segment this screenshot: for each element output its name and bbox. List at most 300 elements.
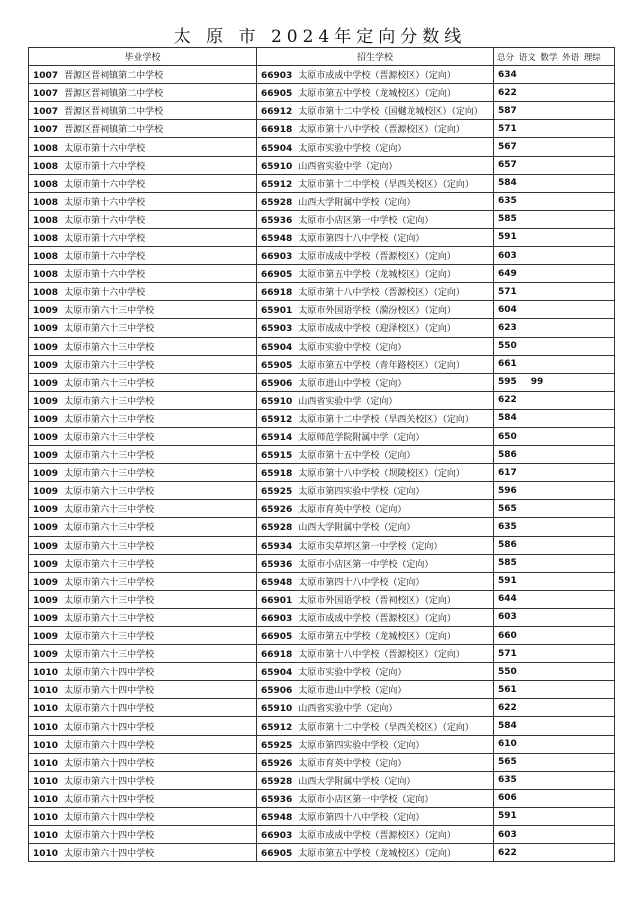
enroll-school-cell bbox=[257, 500, 494, 518]
enroll-school-code: 66918 bbox=[261, 125, 293, 136]
score-cell bbox=[494, 337, 615, 355]
header-score: 总分 语文 数学 外语 理综 bbox=[494, 48, 615, 66]
grad-school-code: 1009 bbox=[33, 505, 59, 516]
total-score: 584 bbox=[498, 178, 517, 189]
score-cell bbox=[494, 536, 615, 554]
enroll-school-cell bbox=[257, 446, 494, 464]
total-score: 634 bbox=[498, 69, 517, 80]
table-row bbox=[29, 156, 615, 174]
grad-school-code: 1007 bbox=[33, 89, 59, 100]
grad-school-name: 太原市第六十四中学校 bbox=[64, 849, 155, 860]
enroll-school-cell bbox=[257, 789, 494, 807]
enroll-school-name: 太原市实验中学校（定向） bbox=[298, 668, 407, 679]
enroll-school-code: 65904 bbox=[261, 668, 293, 679]
score-cell bbox=[494, 771, 615, 789]
table-row bbox=[29, 627, 615, 645]
enroll-school-code: 66903 bbox=[261, 613, 293, 624]
enroll-school-code: 65928 bbox=[261, 776, 293, 787]
total-score: 660 bbox=[498, 630, 517, 641]
table-row bbox=[29, 446, 615, 464]
grad-school-cell bbox=[29, 174, 257, 192]
enroll-school-code: 66905 bbox=[261, 632, 293, 643]
table-row bbox=[29, 102, 615, 120]
grad-school-name: 太原市第六十三中学校 bbox=[64, 650, 155, 661]
grad-school-name: 晋源区晋祠镇第二中学校 bbox=[64, 125, 164, 136]
grad-school-cell bbox=[29, 699, 257, 717]
table-row bbox=[29, 753, 615, 771]
score-cell bbox=[494, 283, 615, 301]
enroll-school-name: 太原市第四十八中学校（定向） bbox=[298, 577, 425, 588]
grad-school-name: 太原市第六十三中学校 bbox=[64, 451, 155, 462]
table-row bbox=[29, 663, 615, 681]
enroll-school-name: 太原市成成中学校（晋源校区）（定向） bbox=[298, 613, 456, 624]
header-enroll-school: 招生学校 bbox=[257, 48, 494, 66]
enroll-school-cell bbox=[257, 807, 494, 825]
score-cell bbox=[494, 518, 615, 536]
total-score: 587 bbox=[498, 105, 517, 116]
grad-school-cell bbox=[29, 210, 257, 228]
enroll-school-cell bbox=[257, 373, 494, 391]
enroll-school-cell bbox=[257, 554, 494, 572]
enroll-school-cell bbox=[257, 301, 494, 319]
grad-school-cell bbox=[29, 391, 257, 409]
table-row bbox=[29, 84, 615, 102]
grad-school-name: 太原市第六十三中学校 bbox=[64, 469, 155, 480]
grad-school-code: 1010 bbox=[33, 849, 59, 860]
total-score: 604 bbox=[498, 304, 517, 315]
enroll-school-code: 66903 bbox=[261, 71, 293, 82]
grad-school-code: 1008 bbox=[33, 143, 59, 154]
grad-school-name: 太原市第六十三中学校 bbox=[64, 595, 155, 606]
enroll-school-cell bbox=[257, 753, 494, 771]
grad-school-cell bbox=[29, 536, 257, 554]
grad-school-code: 1008 bbox=[33, 197, 59, 208]
table-row bbox=[29, 247, 615, 265]
enroll-school-code: 65925 bbox=[261, 487, 293, 498]
total-score: 550 bbox=[498, 341, 517, 352]
grad-school-code: 1009 bbox=[33, 378, 59, 389]
enroll-school-cell bbox=[257, 192, 494, 210]
enroll-school-cell bbox=[257, 84, 494, 102]
enroll-school-code: 66905 bbox=[261, 270, 293, 281]
total-score: 591 bbox=[498, 811, 517, 822]
enroll-school-cell bbox=[257, 572, 494, 590]
score-cell bbox=[494, 608, 615, 626]
grad-school-code: 1007 bbox=[33, 125, 59, 136]
enroll-school-name: 太原市实验中学校（定向） bbox=[298, 143, 407, 154]
enroll-school-name: 山西省实验中学（定向） bbox=[298, 396, 398, 407]
total-score: 661 bbox=[498, 359, 517, 370]
grad-school-name: 太原市第六十四中学校 bbox=[64, 794, 155, 805]
table-row bbox=[29, 427, 615, 445]
grad-school-name: 太原市第六十三中学校 bbox=[64, 378, 155, 389]
total-score: 617 bbox=[498, 467, 517, 478]
grad-school-code: 1009 bbox=[33, 650, 59, 661]
grad-school-name: 太原市第六十三中学校 bbox=[64, 613, 155, 624]
table-row bbox=[29, 482, 615, 500]
total-score: 603 bbox=[498, 829, 517, 840]
table-row bbox=[29, 283, 615, 301]
total-score: 596 bbox=[498, 485, 517, 496]
total-score: 585 bbox=[498, 558, 517, 569]
enroll-school-code: 65906 bbox=[261, 686, 293, 697]
table-row bbox=[29, 554, 615, 572]
grad-school-cell bbox=[29, 192, 257, 210]
grad-school-name: 太原市第六十四中学校 bbox=[64, 740, 155, 751]
total-score: 595 bbox=[498, 377, 517, 388]
enroll-school-code: 65925 bbox=[261, 740, 293, 751]
grad-school-cell bbox=[29, 156, 257, 174]
total-score: 591 bbox=[498, 576, 517, 587]
grad-school-cell bbox=[29, 554, 257, 572]
grad-school-cell bbox=[29, 590, 257, 608]
grad-school-cell bbox=[29, 84, 257, 102]
score-cell bbox=[494, 826, 615, 844]
grad-school-cell bbox=[29, 482, 257, 500]
enroll-school-code: 65904 bbox=[261, 143, 293, 154]
grad-school-code: 1010 bbox=[33, 794, 59, 805]
enroll-school-code: 65926 bbox=[261, 758, 293, 769]
grad-school-cell bbox=[29, 283, 257, 301]
enroll-school-cell bbox=[257, 337, 494, 355]
enroll-school-code: 66905 bbox=[261, 849, 293, 860]
enroll-school-code: 65910 bbox=[261, 161, 293, 172]
grad-school-cell bbox=[29, 247, 257, 265]
score-cell bbox=[494, 355, 615, 373]
grad-school-code: 1010 bbox=[33, 704, 59, 715]
score-cell bbox=[494, 174, 615, 192]
enroll-school-name: 山西省实验中学（定向） bbox=[298, 161, 398, 172]
enroll-school-name: 太原市进山中学校（定向） bbox=[298, 686, 407, 697]
total-score: 635 bbox=[498, 196, 517, 207]
enroll-school-code: 65948 bbox=[261, 233, 293, 244]
grad-school-name: 太原市第六十三中学校 bbox=[64, 324, 155, 335]
enroll-school-name: 太原市第四实验中学校（定向） bbox=[298, 487, 425, 498]
grad-school-cell bbox=[29, 301, 257, 319]
enroll-school-code: 65912 bbox=[261, 722, 293, 733]
total-score: 571 bbox=[498, 648, 517, 659]
grad-school-name: 太原市第六十三中学校 bbox=[64, 342, 155, 353]
grad-school-code: 1009 bbox=[33, 414, 59, 425]
total-score: 650 bbox=[498, 431, 517, 442]
grad-school-cell bbox=[29, 844, 257, 862]
enroll-school-cell bbox=[257, 844, 494, 862]
grad-school-name: 太原市第六十三中学校 bbox=[64, 559, 155, 570]
grad-school-name: 太原市第六十四中学校 bbox=[64, 668, 155, 679]
enroll-school-name: 太原市第十八中学校（晋源校区）（定向） bbox=[298, 125, 465, 136]
enroll-school-name: 太原市成成中学校（迎泽校区）（定向） bbox=[298, 324, 456, 335]
table-row bbox=[29, 319, 615, 337]
enroll-school-cell bbox=[257, 518, 494, 536]
enroll-school-name: 太原市成成中学校（晋源校区）（定向） bbox=[298, 252, 456, 263]
enroll-school-cell bbox=[257, 608, 494, 626]
grad-school-cell bbox=[29, 826, 257, 844]
enroll-school-name: 太原市育英中学校（定向） bbox=[298, 758, 407, 769]
grad-school-cell bbox=[29, 627, 257, 645]
grad-school-name: 太原市第六十四中学校 bbox=[64, 686, 155, 697]
grad-school-name: 晋源区晋祠镇第二中学校 bbox=[64, 71, 164, 82]
enroll-school-cell bbox=[257, 645, 494, 663]
enroll-school-name: 太原市第十八中学校（晋源校区）（定向） bbox=[298, 288, 465, 299]
score-cell bbox=[494, 645, 615, 663]
grad-school-name: 太原市第六十三中学校 bbox=[64, 433, 155, 444]
score-cell bbox=[494, 500, 615, 518]
enroll-school-code: 65903 bbox=[261, 324, 293, 335]
table-row bbox=[29, 337, 615, 355]
table-row bbox=[29, 645, 615, 663]
enroll-school-name: 太原市第五中学校（龙城校区）（定向） bbox=[298, 89, 456, 100]
score-cell bbox=[494, 590, 615, 608]
grad-school-code: 1008 bbox=[33, 270, 59, 281]
grad-school-cell bbox=[29, 572, 257, 590]
grad-school-code: 1010 bbox=[33, 831, 59, 842]
table-row bbox=[29, 826, 615, 844]
table-row bbox=[29, 608, 615, 626]
grad-school-code: 1010 bbox=[33, 758, 59, 769]
enroll-school-code: 65928 bbox=[261, 523, 293, 534]
score-table bbox=[28, 47, 615, 862]
grad-school-code: 1009 bbox=[33, 632, 59, 643]
enroll-school-code: 65918 bbox=[261, 469, 293, 480]
table-row bbox=[29, 391, 615, 409]
enroll-school-cell bbox=[257, 663, 494, 681]
enroll-school-name: 太原市第五中学校（龙城校区）（定向） bbox=[298, 270, 456, 281]
score-cell bbox=[494, 319, 615, 337]
score-cell bbox=[494, 699, 615, 717]
grad-school-cell bbox=[29, 735, 257, 753]
table-row bbox=[29, 228, 615, 246]
enroll-school-cell bbox=[257, 699, 494, 717]
total-score: 622 bbox=[498, 847, 517, 858]
enroll-school-code: 65936 bbox=[261, 215, 293, 226]
enroll-school-code: 65934 bbox=[261, 541, 293, 552]
grad-school-cell bbox=[29, 771, 257, 789]
enroll-school-name: 太原市第十二中学校（旱西关校区）（定向） bbox=[298, 722, 474, 733]
enroll-school-cell bbox=[257, 319, 494, 337]
enroll-school-cell bbox=[257, 681, 494, 699]
total-score: 585 bbox=[498, 214, 517, 225]
grad-school-cell bbox=[29, 446, 257, 464]
total-score: 586 bbox=[498, 449, 517, 460]
grad-school-cell bbox=[29, 427, 257, 445]
enroll-school-name: 太原市外国语学校（晋祠校区）（定向） bbox=[298, 595, 456, 606]
enroll-school-cell bbox=[257, 427, 494, 445]
enroll-school-name: 太原市第十二中学校（旱西关校区）（定向） bbox=[298, 179, 474, 190]
grad-school-cell bbox=[29, 120, 257, 138]
score-cell bbox=[494, 789, 615, 807]
total-score: 586 bbox=[498, 540, 517, 551]
enroll-school-cell bbox=[257, 66, 494, 84]
enroll-school-code: 65936 bbox=[261, 794, 293, 805]
grad-school-code: 1008 bbox=[33, 161, 59, 172]
enroll-school-code: 65906 bbox=[261, 378, 293, 389]
table-row bbox=[29, 301, 615, 319]
grad-school-name: 太原市第六十三中学校 bbox=[64, 396, 155, 407]
grad-school-code: 1007 bbox=[33, 71, 59, 82]
table-row bbox=[29, 138, 615, 156]
grad-school-code: 1008 bbox=[33, 215, 59, 226]
grad-school-name: 太原市第六十三中学校 bbox=[64, 541, 155, 552]
enroll-school-name: 太原市第四十八中学校（定向） bbox=[298, 812, 425, 823]
enroll-school-cell bbox=[257, 771, 494, 789]
enroll-school-name: 太原市进山中学校（定向） bbox=[298, 378, 407, 389]
score-cell bbox=[494, 192, 615, 210]
enroll-school-code: 65926 bbox=[261, 505, 293, 516]
grad-school-cell bbox=[29, 102, 257, 120]
enroll-school-cell bbox=[257, 464, 494, 482]
enroll-school-name: 太原市第十五中学校（定向） bbox=[298, 451, 416, 462]
grad-school-code: 1009 bbox=[33, 613, 59, 624]
grad-school-code: 1007 bbox=[33, 107, 59, 118]
table-row bbox=[29, 373, 615, 391]
enroll-school-cell bbox=[257, 210, 494, 228]
grad-school-name: 太原市第六十三中学校 bbox=[64, 487, 155, 498]
grad-school-cell bbox=[29, 355, 257, 373]
grad-school-code: 1008 bbox=[33, 252, 59, 263]
grad-school-name: 太原市第六十四中学校 bbox=[64, 831, 155, 842]
enroll-school-name: 太原市实验中学校（定向） bbox=[298, 342, 407, 353]
enroll-school-name: 山西大学附属中学校（定向） bbox=[298, 197, 416, 208]
grad-school-code: 1008 bbox=[33, 288, 59, 299]
total-score: 622 bbox=[498, 395, 517, 406]
enroll-school-cell bbox=[257, 120, 494, 138]
enroll-school-name: 太原市成成中学校（晋源校区）（定向） bbox=[298, 71, 456, 82]
score-cell bbox=[494, 409, 615, 427]
grad-school-cell bbox=[29, 789, 257, 807]
enroll-school-code: 66912 bbox=[261, 107, 293, 118]
score-cell bbox=[494, 247, 615, 265]
table-row bbox=[29, 572, 615, 590]
total-score: 649 bbox=[498, 268, 517, 279]
enroll-school-code: 65936 bbox=[261, 559, 293, 570]
table-body bbox=[29, 66, 615, 862]
enroll-school-cell bbox=[257, 138, 494, 156]
grad-school-name: 太原市第六十四中学校 bbox=[64, 722, 155, 733]
score-cell bbox=[494, 228, 615, 246]
score-cell bbox=[494, 120, 615, 138]
total-score: 622 bbox=[498, 702, 517, 713]
enroll-school-cell bbox=[257, 228, 494, 246]
score-cell bbox=[494, 391, 615, 409]
grad-school-code: 1008 bbox=[33, 179, 59, 190]
enroll-school-cell bbox=[257, 265, 494, 283]
score-cell bbox=[494, 66, 615, 84]
total-score: 657 bbox=[498, 160, 517, 171]
grad-school-cell bbox=[29, 645, 257, 663]
grad-school-cell bbox=[29, 753, 257, 771]
grad-school-code: 1010 bbox=[33, 812, 59, 823]
total-score: 603 bbox=[498, 612, 517, 623]
total-score: 622 bbox=[498, 87, 517, 98]
grad-school-code: 1009 bbox=[33, 342, 59, 353]
score-cell bbox=[494, 627, 615, 645]
enroll-school-name: 太原市第五中学校（龙城校区）（定向） bbox=[298, 849, 456, 860]
table-row bbox=[29, 120, 615, 138]
grad-school-code: 1010 bbox=[33, 722, 59, 733]
total-score: 603 bbox=[498, 250, 517, 261]
enroll-school-code: 65905 bbox=[261, 360, 293, 371]
grad-school-code: 1009 bbox=[33, 360, 59, 371]
subject-score: 99 bbox=[530, 377, 544, 388]
enroll-school-cell bbox=[257, 482, 494, 500]
table-row bbox=[29, 210, 615, 228]
enroll-school-cell bbox=[257, 735, 494, 753]
score-cell bbox=[494, 554, 615, 572]
score-cell bbox=[494, 102, 615, 120]
enroll-school-name: 太原市外国语学校（漪汾校区）（定向） bbox=[298, 306, 456, 317]
grad-school-name: 太原市第六十四中学校 bbox=[64, 776, 155, 787]
score-cell bbox=[494, 663, 615, 681]
grad-school-code: 1009 bbox=[33, 324, 59, 335]
grad-school-cell bbox=[29, 265, 257, 283]
enroll-school-cell bbox=[257, 536, 494, 554]
table-row bbox=[29, 771, 615, 789]
enroll-school-name: 太原市第十二中学校（国樾龙城校区）（定向） bbox=[298, 107, 483, 118]
enroll-school-name: 太原市育英中学校（定向） bbox=[298, 505, 407, 516]
enroll-school-name: 太原市小店区第一中学校（定向） bbox=[298, 215, 434, 226]
total-score: 584 bbox=[498, 413, 517, 424]
table-row bbox=[29, 844, 615, 862]
score-cell bbox=[494, 446, 615, 464]
total-score: 567 bbox=[498, 142, 517, 153]
table-row bbox=[29, 536, 615, 554]
enroll-school-cell bbox=[257, 590, 494, 608]
grad-school-name: 太原市第十六中学校 bbox=[64, 233, 146, 244]
table-row bbox=[29, 518, 615, 536]
grad-school-cell bbox=[29, 138, 257, 156]
score-cell bbox=[494, 681, 615, 699]
grad-school-code: 1008 bbox=[33, 233, 59, 244]
enroll-school-code: 65948 bbox=[261, 577, 293, 588]
grad-school-name: 太原市第十六中学校 bbox=[64, 179, 146, 190]
grad-school-code: 1009 bbox=[33, 433, 59, 444]
enroll-school-cell bbox=[257, 409, 494, 427]
score-cell bbox=[494, 210, 615, 228]
grad-school-cell bbox=[29, 807, 257, 825]
enroll-school-name: 太原市第十八中学校（晋源校区）（定向） bbox=[298, 650, 465, 661]
score-cell bbox=[494, 265, 615, 283]
table-row bbox=[29, 464, 615, 482]
total-score: 561 bbox=[498, 684, 517, 695]
grad-school-name: 太原市第六十三中学校 bbox=[64, 414, 155, 425]
grad-school-cell bbox=[29, 373, 257, 391]
enroll-school-cell bbox=[257, 717, 494, 735]
grad-school-code: 1009 bbox=[33, 595, 59, 606]
total-score: 644 bbox=[498, 594, 517, 605]
grad-school-name: 太原市第六十三中学校 bbox=[64, 306, 155, 317]
score-cell bbox=[494, 138, 615, 156]
grad-school-code: 1009 bbox=[33, 541, 59, 552]
grad-school-code: 1010 bbox=[33, 686, 59, 697]
grad-school-name: 太原市第十六中学校 bbox=[64, 252, 146, 263]
score-cell bbox=[494, 464, 615, 482]
grad-school-code: 1010 bbox=[33, 776, 59, 787]
total-score: 635 bbox=[498, 775, 517, 786]
score-cell bbox=[494, 156, 615, 174]
grad-school-code: 1009 bbox=[33, 577, 59, 588]
table-row bbox=[29, 717, 615, 735]
enroll-school-cell bbox=[257, 826, 494, 844]
enroll-school-code: 66903 bbox=[261, 831, 293, 842]
enroll-school-cell bbox=[257, 391, 494, 409]
score-cell bbox=[494, 482, 615, 500]
total-score: 610 bbox=[498, 739, 517, 750]
enroll-school-code: 65912 bbox=[261, 414, 293, 425]
total-score: 565 bbox=[498, 757, 517, 768]
enroll-school-cell bbox=[257, 355, 494, 373]
grad-school-code: 1010 bbox=[33, 668, 59, 679]
grad-school-code: 1009 bbox=[33, 523, 59, 534]
